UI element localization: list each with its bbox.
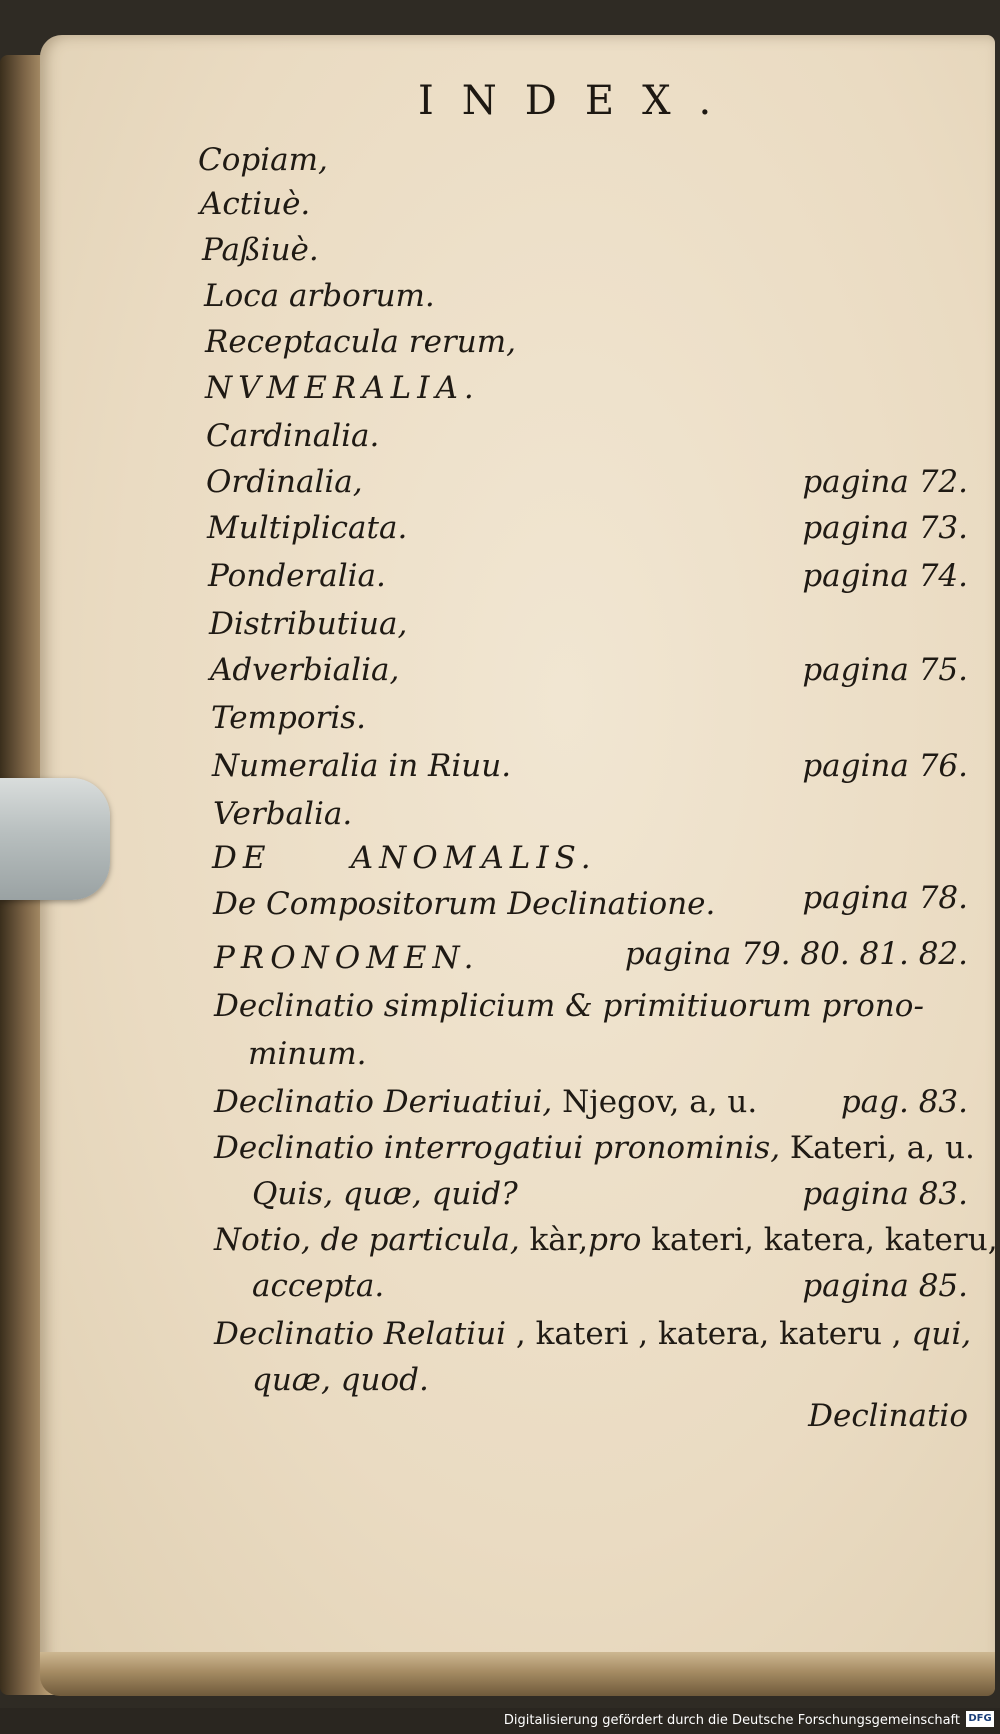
page-reference: pagina 83. — [802, 1176, 968, 1212]
entry-text: Notio, de particula, — [214, 1222, 520, 1258]
entry-roman-text: kateri, katera, kateru, — [641, 1222, 998, 1258]
page-reference: pagina 79. 80. 81. 82. — [624, 936, 968, 972]
index-entry — [214, 1316, 971, 1352]
page-reference: pagina 78. — [802, 880, 968, 916]
index-entry: Actiuè. — [200, 186, 311, 222]
index-entry: Ponderalia. — [208, 558, 386, 594]
page-reference: pagina 85. — [802, 1268, 968, 1304]
index-entry: Cardinalia. — [206, 418, 380, 454]
index-entry: Copiam, — [198, 142, 328, 178]
entry-roman-text: Kateri, a, u. — [780, 1130, 975, 1166]
page-reference: pagina 74. — [802, 558, 968, 594]
index-entry: Receptacula rerum, — [205, 324, 516, 360]
page-reference: pagina 73. — [802, 510, 968, 546]
index-entry: Distributiua, — [209, 606, 408, 642]
page-header: INDEX. — [418, 78, 740, 124]
index-entry: De Compositorum Declinatione. — [213, 886, 716, 922]
index-entry: Temporis. — [211, 700, 367, 736]
dfg-logo-icon: DFG — [966, 1711, 994, 1727]
page-reference: pagina 76. — [802, 748, 968, 784]
entry-roman-text: , kateri , katera, kateru , — [506, 1316, 902, 1352]
index-entry: Multiplicata. — [207, 510, 408, 546]
index-entry: quæ, quod. — [252, 1362, 429, 1398]
page-reference: pagina 75. — [802, 652, 968, 688]
index-entry: Adverbialia, — [210, 652, 400, 688]
index-entry: Paßiuè. — [202, 232, 319, 268]
entry-text: qui, — [901, 1316, 972, 1352]
index-entry: Loca arborum. — [204, 278, 435, 314]
entry-text: Declinatio Deriuatiui, — [214, 1084, 553, 1120]
entry-roman-text: Njegov, a, u. — [552, 1084, 758, 1120]
index-entry — [214, 1084, 757, 1120]
index-entry-heading: DE ANOMALIS. — [212, 840, 597, 876]
index-entry-heading: NVMERALIA. — [205, 370, 480, 406]
entry-text: pro — [588, 1222, 642, 1258]
index-entry — [214, 1222, 998, 1258]
index-entry: Quis, quæ, quid? — [252, 1176, 518, 1212]
footer-credit: Digitalisierung gefördert durch die Deutsche Forschungsgemeinschaft — [503, 1713, 960, 1728]
page-bottom-edge — [40, 1652, 995, 1696]
index-entry: Verbalia. — [213, 796, 353, 832]
index-entry: accepta. — [252, 1268, 385, 1304]
page-clip — [0, 778, 110, 900]
index-entry: Numeralia in Riuu. — [212, 748, 512, 784]
entry-text: Declinatio Relatiui — [214, 1316, 507, 1352]
index-entry: Declinatio simplicium & primitiuorum prono- — [214, 988, 924, 1024]
catchword: Declinatio — [808, 1398, 968, 1434]
index-entry: Ordinalia, — [206, 464, 363, 500]
index-entry — [214, 1130, 975, 1166]
index-entry: minum. — [248, 1036, 367, 1072]
index-entry-heading: PRONOMEN. — [214, 940, 480, 976]
entry-roman-text: kàr, — [519, 1222, 589, 1258]
page-reference: pagina 72. — [802, 464, 968, 500]
entry-text: Declinatio interrogatiui pronominis, — [214, 1130, 781, 1166]
page-reference: pag. 83. — [840, 1084, 968, 1120]
